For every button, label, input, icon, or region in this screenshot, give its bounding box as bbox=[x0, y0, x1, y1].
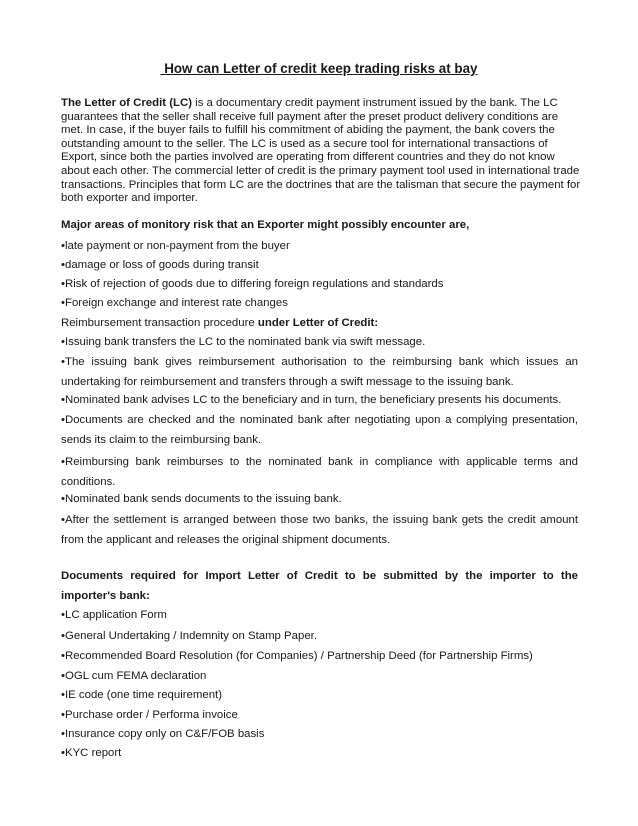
document-item: •OGL cum FEMA declaration bbox=[61, 670, 207, 682]
risk-heading: Major areas of monitory risk that an Exporter might possibly encounter are, bbox=[61, 219, 470, 231]
procedure-step: •Nominated bank advises LC to the beneficiary and in turn, the beneficiary presents his documents. bbox=[61, 394, 562, 406]
procedure-step: •After the settlement is arranged between those two banks, the issuing bank gets the credit amount from the applicant and releases the original shipment documents. bbox=[61, 514, 578, 546]
documents-heading: Documents required for Import Letter of Credit to be submitted by the importer to the importer's bank: bbox=[61, 570, 578, 602]
risk-item: •damage or loss of goods during transit bbox=[61, 259, 259, 271]
procedure-step: •Reimbursing bank reimburses to the nominated bank in compliance with applicable terms and conditions. bbox=[61, 456, 578, 488]
document-item: •Recommended Board Resolution (for Companies) / Partnership Deed (for Partnership Firms) bbox=[61, 650, 533, 662]
document-item: •IE code (one time requirement) bbox=[61, 689, 222, 701]
procedure-step: •The issuing bank gives reimbursement authorisation to the reimbursing bank which issues an undertaking for reimbursement and transfers through a swift message to the issuing bank. bbox=[61, 356, 578, 388]
document-item: •LC application Form bbox=[61, 609, 167, 621]
page-title: How can Letter of credit keep trading risks at bay bbox=[160, 61, 478, 76]
procedure-step: •Issuing bank transfers the LC to the nominated bank via swift message. bbox=[61, 336, 426, 348]
procedure-step: •Nominated bank sends documents to the issuing bank. bbox=[61, 493, 342, 505]
intro-paragraph bbox=[61, 97, 581, 206]
procedure-heading bbox=[61, 317, 581, 329]
document-item: •Insurance copy only on C&F/FOB basis bbox=[61, 728, 265, 740]
risk-item: •Foreign exchange and interest rate changes bbox=[61, 297, 288, 309]
risk-item: •late payment or non-payment from the buyer bbox=[61, 240, 290, 252]
document-item: •General Undertaking / Indemnity on Stamp Paper. bbox=[61, 630, 317, 642]
procedure-step: •Documents are checked and the nominated bank after negotiating upon a complying presentation, sends its claim to the reimbursing bank. bbox=[61, 414, 578, 446]
document-item: •Purchase order / Performa invoice bbox=[61, 709, 238, 721]
document-item: •KYC report bbox=[61, 747, 122, 759]
intro-body: is a documentary credit payment instrument issued by the bank. The LC guarantees that the seller shall receive full payment after the preset product delivery conditions are met. In case, if the buyer fails to fulfill his commitment of abiding the payment, the bank covers the outstanding amount to the seller. The LC is used as a secure tool for international transactions of Export, since both the parties involved are operating from different countries and they do not know about each other. The commercial letter of credit is the primary payment tool used in international trade transactions. Principles that form LC are the doctrines that are the talisman that secure the payment for both exporter and importer. bbox=[61, 97, 581, 205]
procedure-heading-bold: under Letter of Credit: bbox=[257, 317, 379, 329]
intro-lead: The Letter of Credit (LC) bbox=[61, 97, 192, 109]
risk-item: •Risk of rejection of goods due to differing foreign regulations and standards bbox=[61, 278, 444, 290]
procedure-heading-normal: Reimbursement transaction procedure bbox=[61, 317, 258, 329]
